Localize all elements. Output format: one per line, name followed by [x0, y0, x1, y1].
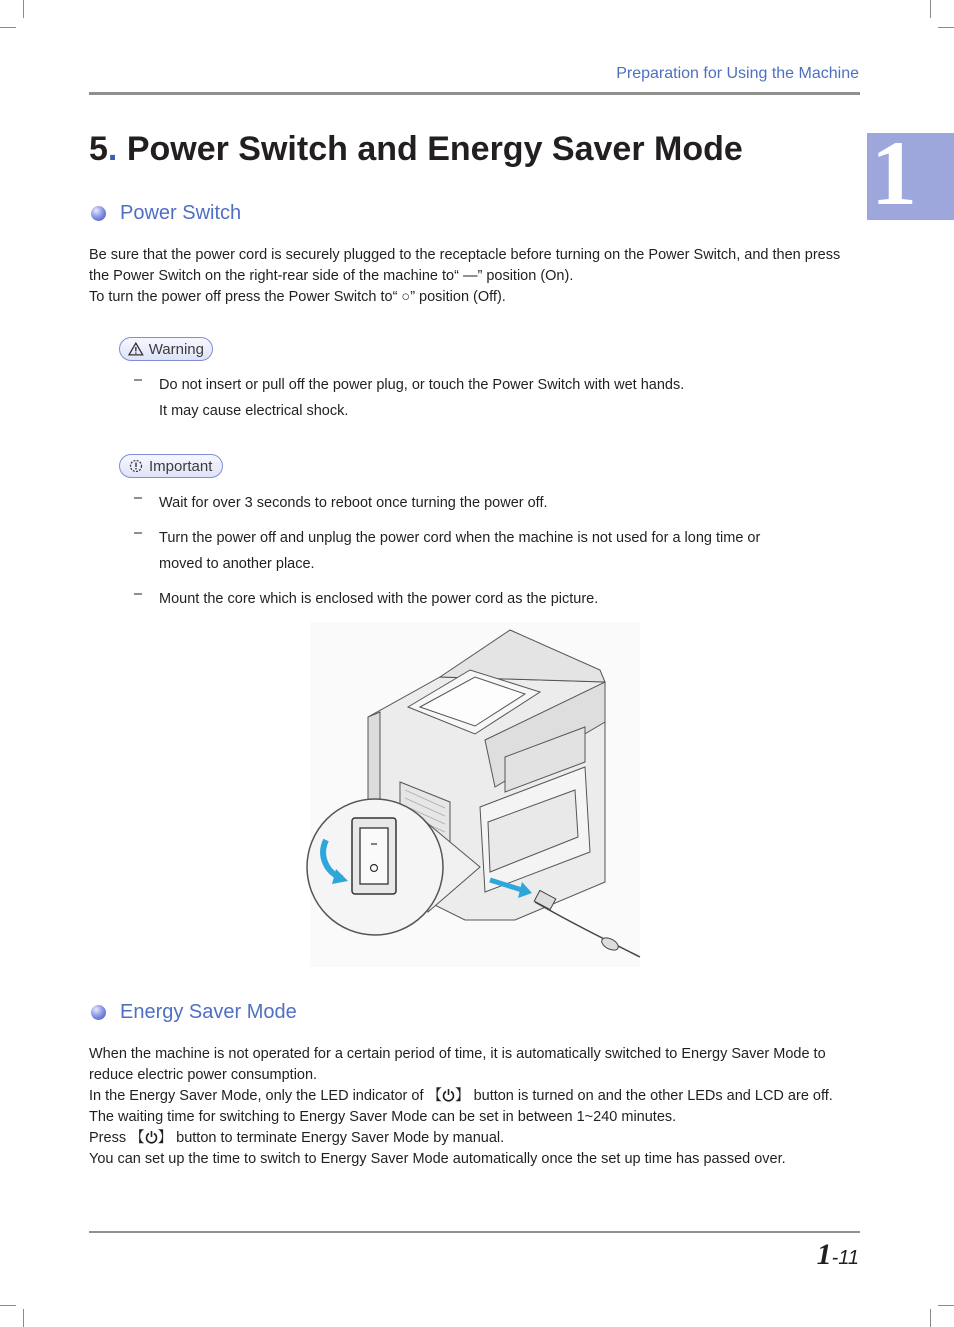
important-gear-icon	[128, 458, 144, 474]
title-dot: .	[107, 130, 118, 168]
power-button-ref	[428, 1088, 470, 1104]
crop-mark	[0, 27, 16, 28]
crop-mark	[930, 1309, 931, 1327]
warning-item	[134, 372, 834, 424]
item-text: Wait for over 3 seconds to reboot once turning the power off.	[159, 495, 548, 511]
paragraph-line: Be sure that the power cord is securely plugged to the receptacle before turning on the Power Switch, and then press the Power Switch on the right-rear side of the machine to“ —” position (On).	[89, 247, 841, 284]
page-title	[89, 130, 743, 169]
header-rule	[89, 92, 860, 95]
section-bullet-icon	[91, 206, 106, 221]
machine-power-switch-illustration	[300, 622, 650, 972]
paragraph-line	[89, 1128, 864, 1149]
footer-rule	[89, 1231, 860, 1233]
bracket-close: 】	[157, 1130, 173, 1146]
important-badge	[119, 454, 223, 478]
chapter-tab-number: 1	[871, 122, 917, 224]
section-bullet-icon	[91, 1005, 106, 1020]
paragraph-fragment: button is turned on and the other LEDs and LCD are off.	[473, 1088, 833, 1104]
section-heading-energy-saver	[89, 1001, 297, 1024]
page-chapter: 1	[816, 1238, 832, 1271]
page-number	[817, 1238, 859, 1272]
warning-label: Warning	[148, 340, 204, 358]
warning-badge	[119, 337, 213, 361]
rocker-switch	[360, 828, 388, 884]
bracket-open: 【	[427, 1088, 443, 1104]
power-icon	[145, 1130, 158, 1144]
crop-mark	[0, 1305, 16, 1306]
item-text: Turn the power off and unplug the power cord when the machine is not used for a long time or	[159, 530, 761, 546]
crop-mark	[938, 27, 954, 28]
paragraph-fragment: button to terminate Energy Saver Mode by manual.	[176, 1130, 505, 1146]
section-heading-text: Power Switch	[120, 202, 242, 224]
item-dash: –	[134, 525, 143, 541]
item-text-continued: moved to another place.	[159, 556, 315, 572]
crop-mark	[930, 0, 931, 18]
paragraph-line: To turn the power off press the Power Switch to“ ○” position (Off).	[89, 289, 506, 305]
item-text-continued: It may cause electrical shock.	[159, 403, 349, 419]
important-item	[134, 525, 834, 577]
bracket-close: 】	[455, 1088, 470, 1104]
paragraph-line	[89, 1086, 864, 1107]
paragraph-fragment: Press	[89, 1130, 127, 1146]
chapter-tab	[867, 122, 954, 224]
title-text: Power Switch and Energy Saver Mode	[126, 130, 743, 168]
running-header: Preparation for Using the Machine	[616, 65, 859, 82]
item-dash: –	[134, 490, 143, 506]
item-text: Do not insert or pull off the power plug, or touch the Power Switch with wet hands.	[159, 377, 685, 393]
warning-triangle-icon	[128, 342, 144, 356]
paragraph-line: The waiting time for switching to Energy Saver Mode can be set in between 1~240 minutes.	[89, 1109, 677, 1125]
power-button-ref	[130, 1130, 172, 1146]
page-index: -11	[831, 1247, 859, 1269]
section-heading-text: Energy Saver Mode	[120, 1001, 297, 1023]
crop-mark	[938, 1305, 954, 1306]
item-dash: –	[134, 586, 143, 602]
title-number: 5	[89, 130, 108, 168]
important-item	[134, 490, 834, 516]
paragraph-fragment: In the Energy Saver Mode, only the LED indicator of	[89, 1088, 424, 1104]
crop-mark	[23, 1309, 24, 1327]
energy-saver-paragraph	[89, 1044, 864, 1170]
power-icon	[442, 1088, 455, 1102]
important-label: Important	[149, 457, 213, 475]
crop-mark	[23, 0, 24, 18]
paragraph-line: When the machine is not operated for a certain period of time, it is automatically switched to Energy Saver Mode to reduce electric power consumption.	[89, 1046, 826, 1083]
item-text: Mount the core which is enclosed with the power cord as the picture.	[159, 591, 599, 607]
power-switch-paragraph	[89, 245, 864, 308]
paragraph-line: You can set up the time to switch to Energy Saver Mode automatically once the set up time has passed over.	[89, 1151, 786, 1167]
important-item	[134, 586, 834, 612]
bracket-open: 【	[130, 1130, 145, 1146]
item-dash: –	[134, 372, 143, 388]
section-heading-power-switch	[89, 202, 241, 225]
